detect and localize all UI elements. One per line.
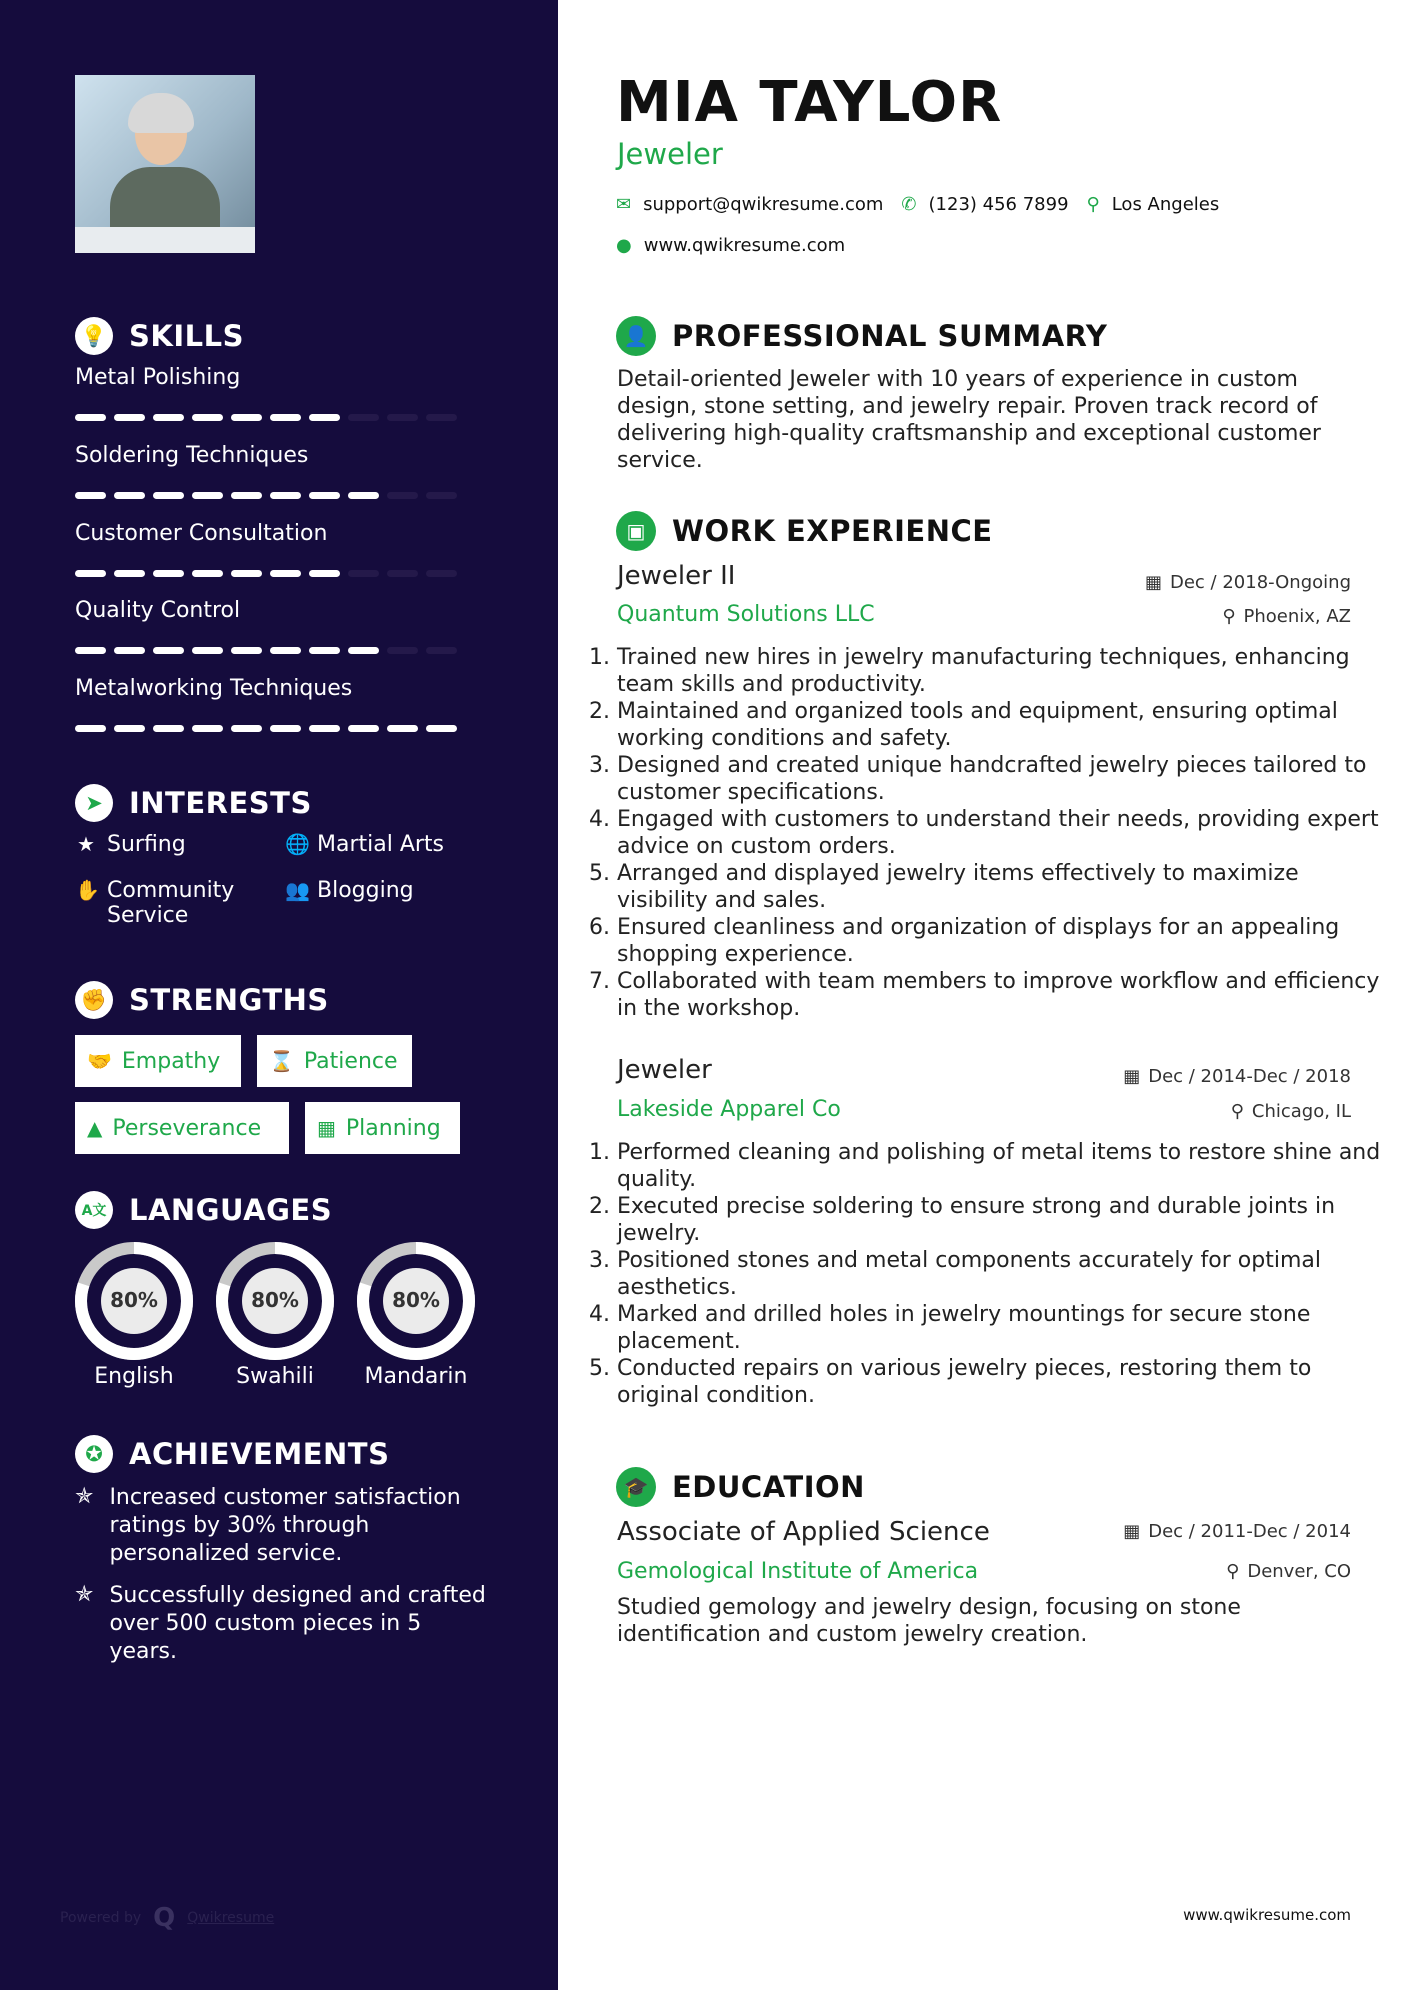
skill-level-dash (192, 414, 223, 421)
interest-label: Surfing (107, 832, 186, 857)
language-percent: 80% (110, 1288, 158, 1312)
skill-level-dash (114, 492, 145, 499)
skill-level-dash (114, 570, 145, 577)
skill-level-dash (75, 570, 106, 577)
skill-level-dash (270, 725, 301, 732)
skill-level-dash (75, 492, 106, 499)
skill-level-dash (426, 414, 457, 421)
skill-level-dash (153, 414, 184, 421)
briefcase-icon: ▣ (616, 511, 656, 551)
skill-level-dash (231, 725, 262, 732)
strengths-heading: STRENGTHS (129, 983, 329, 1017)
skill-level-dash (153, 570, 184, 577)
strength-badge (305, 1102, 460, 1154)
job-role: Jeweler (617, 1055, 712, 1085)
skill-level-dash (192, 725, 223, 732)
strength-label: Patience (303, 1048, 398, 1074)
job-bullet: 4. Marked and drilled holes in jewelry mountings for secure stone placement. (617, 1301, 1387, 1355)
achievements-heading: ACHIEVEMENTS (129, 1437, 390, 1471)
interest-item (285, 878, 414, 903)
language-percent: 80% (392, 1288, 440, 1312)
job-bullet: 1. Performed cleaning and polishing of metal items to restore shine and quality. (617, 1139, 1387, 1193)
shooting-star-icon: ✯ (75, 1582, 94, 1607)
school: Gemological Institute of America (617, 1559, 979, 1584)
languages-header (75, 1191, 332, 1229)
experience-heading: WORK EXPERIENCE (672, 514, 993, 548)
job-bullets (599, 1139, 1387, 1409)
user-icon: 👤 (616, 316, 656, 356)
contact-row (616, 194, 1219, 215)
job-title: Jeweler (617, 137, 723, 171)
brand-link[interactable]: Qwikresume (187, 1910, 275, 1926)
skill-level-dash (309, 570, 340, 577)
language-gauge (74, 1241, 194, 1361)
job-location (1231, 1101, 1351, 1122)
job-bullet: 3. Positioned stones and metal components accurately for optimal aesthetics. (617, 1247, 1387, 1301)
email[interactable]: support@qwikresume.com (643, 194, 884, 215)
education-heading: EDUCATION (672, 1470, 865, 1504)
skill-label: Customer Consultation (75, 521, 328, 546)
strength-label: Empathy (121, 1048, 221, 1074)
skill-level-dash (153, 647, 184, 654)
skill-level-bar (75, 570, 457, 577)
map-pin-icon: ⚲ (1086, 194, 1100, 215)
shooting-star-icon: ✯ (75, 1484, 94, 1509)
interest-label: Community Service (107, 878, 235, 928)
skill-level-dash (309, 414, 340, 421)
job-bullets (599, 644, 1387, 1022)
hand-icon: ✋ (75, 878, 100, 902)
calendar-icon: ▦ (1123, 1521, 1141, 1542)
job-bullet: 1. Trained new hires in jewelry manufacturing techniques, enhancing team skills and productivity. (617, 644, 1387, 698)
degree: Associate of Applied Science (617, 1517, 990, 1547)
lightbulb-icon: 💡 (75, 317, 113, 355)
handshake-icon: 🤝 (87, 1049, 112, 1073)
skill-level-dash (192, 570, 223, 577)
profile-photo (75, 75, 255, 253)
achievement-item (75, 1484, 495, 1568)
job-bullet: 2. Maintained and organized tools and equipment, ensuring optimal working conditions and safety. (617, 698, 1387, 752)
skill-level-dash (387, 414, 418, 421)
interest-label: Blogging (317, 878, 414, 903)
skills-heading: SKILLS (129, 319, 244, 353)
graduation-cap-icon: 🎓 (616, 1467, 656, 1507)
pin-icon: ⚲ (1230, 1101, 1244, 1122)
language-label: Swahili (236, 1364, 314, 1389)
skill-level-dash (348, 570, 379, 577)
interest-item (75, 832, 186, 857)
job-dates (1123, 1066, 1351, 1087)
skill-label: Metal Polishing (75, 365, 241, 390)
skill-level-dash (114, 414, 145, 421)
globe-icon: ● (616, 235, 632, 256)
job-dates (1145, 572, 1351, 593)
skill-level-dash (231, 414, 262, 421)
summary-header (616, 316, 1107, 356)
fist-icon: ✊ (75, 981, 113, 1019)
skill-level-bar (75, 647, 457, 654)
skill-level-dash (192, 492, 223, 499)
road-icon: ▲ (87, 1116, 103, 1140)
pin-icon: ⚲ (1222, 606, 1236, 627)
language-gauge (215, 1241, 335, 1361)
skill-level-dash (426, 725, 457, 732)
skill-label: Quality Control (75, 598, 241, 623)
education-header (616, 1467, 865, 1507)
phone: (123) 456 7899 (928, 194, 1069, 215)
skill-level-dash (387, 492, 418, 499)
language-gauge (356, 1241, 476, 1361)
education-dates (1123, 1521, 1351, 1542)
phone-icon: ✆ (901, 194, 917, 215)
job-bullet: 4. Engaged with customers to understand their needs, providing expert advice on custom orders. (617, 806, 1387, 860)
languages-heading: LANGUAGES (129, 1193, 333, 1227)
skill-level-dash (114, 647, 145, 654)
skill-level-dash (270, 647, 301, 654)
job-role: Jeweler II (617, 561, 736, 591)
qwikresume-logo-icon: Q (153, 1903, 176, 1933)
job-dates-text: Dec / 2018-Ongoing (1170, 572, 1351, 593)
skill-level-dash (348, 492, 379, 499)
skill-level-dash (348, 414, 379, 421)
website[interactable]: www.qwikresume.com (643, 235, 846, 256)
education-location (1226, 1561, 1351, 1582)
users-icon: 👥 (285, 878, 310, 902)
job-bullet: 6. Ensured cleanliness and organization of displays for an appealing shopping experience. (617, 914, 1387, 968)
skill-level-dash (387, 647, 418, 654)
strength-badge (75, 1035, 241, 1087)
skill-level-dash (426, 570, 457, 577)
job-company: Lakeside Apparel Co (617, 1097, 841, 1122)
achievement-item (75, 1582, 495, 1666)
pin-icon: ⚲ (1226, 1561, 1240, 1582)
experience-header (616, 511, 993, 551)
language-label: Mandarin (364, 1364, 468, 1389)
globe-icon: 🌐 (285, 832, 310, 856)
skill-level-dash (309, 647, 340, 654)
job-dates-text: Dec / 2014-Dec / 2018 (1148, 1066, 1351, 1087)
skill-level-dash (114, 725, 145, 732)
skill-level-dash (75, 647, 106, 654)
strength-badge (257, 1035, 412, 1087)
job-bullet: 7. Collaborated with team members to improve workflow and efficiency in the workshop. (617, 968, 1387, 1022)
main-content (558, 0, 1407, 1990)
skill-level-dash (75, 725, 106, 732)
interests-heading: INTERESTS (129, 786, 312, 820)
skill-label: Soldering Techniques (75, 443, 309, 468)
footer-website[interactable]: www.qwikresume.com (1183, 1906, 1351, 1924)
job-bullet: 3. Designed and created unique handcrafted jewelry pieces tailored to customer specifications. (617, 752, 1387, 806)
job-bullet: 5. Conducted repairs on various jewelry pieces, restoring them to original condition. (617, 1355, 1387, 1409)
skills-header (75, 317, 244, 355)
skill-label: Metalworking Techniques (75, 676, 353, 701)
skill-level-dash (309, 492, 340, 499)
skill-level-dash (309, 725, 340, 732)
education-location-text: Denver, CO (1247, 1561, 1351, 1582)
job-location (1222, 606, 1351, 627)
skill-level-dash (387, 570, 418, 577)
paper-plane-icon: ➤ (75, 784, 113, 822)
education-text: Studied gemology and jewelry design, focusing on stone identification and custom jewelry creation. (617, 1595, 1241, 1647)
hourglass-icon: ⌛ (269, 1049, 294, 1073)
skill-level-dash (270, 570, 301, 577)
skill-level-dash (348, 725, 379, 732)
summary-heading: PROFESSIONAL SUMMARY (672, 319, 1108, 353)
website-row (616, 235, 845, 256)
star-icon: ★ (77, 832, 95, 856)
education-dates-text: Dec / 2011-Dec / 2014 (1148, 1521, 1351, 1542)
summary-text: Detail-oriented Jeweler with 10 years of experience in custom design, stone setting, and jewelry repair. Proven track record of delivering high-quality craftsmanship and exceptional customer service. (617, 367, 1321, 473)
calendar-icon: ▦ (1144, 572, 1162, 593)
achievements-header (75, 1435, 389, 1473)
achievement-text: Increased customer satisfaction ratings by 30% through personalized service. (109, 1485, 461, 1566)
strengths-header (75, 981, 329, 1019)
candidate-name: MIA TAYLOR (616, 70, 1003, 135)
skill-level-dash (231, 570, 262, 577)
job-company: Quantum Solutions LLC (617, 602, 875, 627)
job-bullet: 5. Arranged and displayed jewelry items effectively to maximize visibility and sales. (617, 860, 1387, 914)
skill-level-dash (426, 647, 457, 654)
star-badge-icon: ✪ (75, 1435, 113, 1473)
job-bullet: 2. Executed precise soldering to ensure strong and durable joints in jewelry. (617, 1193, 1387, 1247)
calendar-icon: ▦ (1123, 1066, 1141, 1087)
skill-level-dash (348, 647, 379, 654)
calendar-icon: ▦ (317, 1116, 336, 1140)
skill-level-bar (75, 414, 457, 421)
strength-label: Perseverance (112, 1115, 262, 1141)
skill-level-dash (153, 725, 184, 732)
language-icon: A文 (75, 1191, 113, 1229)
interest-item (75, 878, 255, 928)
skill-level-dash (231, 647, 262, 654)
skill-level-dash (153, 492, 184, 499)
envelope-icon: ✉ (616, 194, 632, 215)
language-percent: 80% (251, 1288, 299, 1312)
skill-level-dash (231, 492, 262, 499)
location: Los Angeles (1111, 194, 1220, 215)
sidebar (0, 0, 558, 1990)
skill-level-dash (192, 647, 223, 654)
interest-item (285, 832, 444, 857)
skill-level-dash (270, 492, 301, 499)
interests-header (75, 784, 312, 822)
skill-level-dash (387, 725, 418, 732)
skill-level-dash (75, 414, 106, 421)
interest-label: Martial Arts (317, 832, 445, 857)
language-label: English (94, 1364, 174, 1389)
skill-level-bar (75, 725, 457, 732)
skill-level-dash (270, 414, 301, 421)
skill-level-bar (75, 492, 457, 499)
powered-by (60, 1903, 274, 1933)
achievement-text: Successfully designed and crafted over 500 custom pieces in 5 years. (109, 1583, 486, 1664)
strength-badge (75, 1102, 289, 1154)
powered-by-label: Powered by (60, 1910, 142, 1926)
job-location-text: Phoenix, AZ (1243, 606, 1351, 627)
job-location-text: Chicago, IL (1251, 1101, 1351, 1122)
strength-label: Planning (345, 1115, 441, 1141)
skill-level-dash (426, 492, 457, 499)
